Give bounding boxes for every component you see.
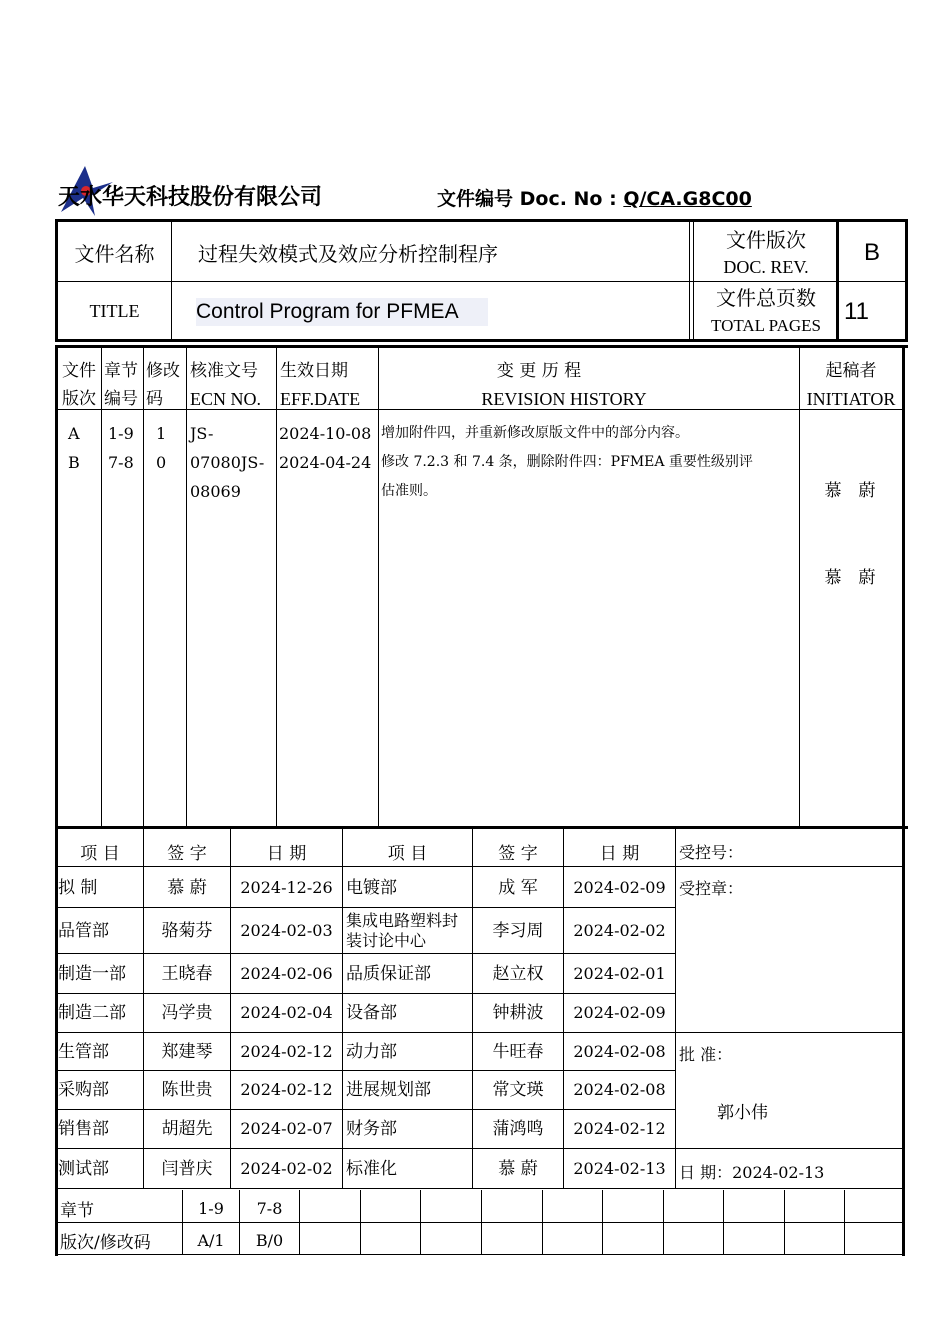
version-b: B <box>68 453 80 472</box>
header-history-en: REVISION HISTORY <box>481 389 647 409</box>
approval-date-2: 2024-02-12 <box>573 1119 666 1138</box>
approval-signature-2: 赵立权 <box>492 963 544 984</box>
footer-version-2: B/0 <box>255 1230 284 1250</box>
approval-signature-2: 常文瑛 <box>492 1080 544 1100</box>
total-pages-label-cn: 文件总页数 <box>716 285 816 310</box>
footer-chapter-2: 7-8 <box>256 1198 283 1218</box>
approval-signature-2: 蒲鸿鸣 <box>492 1119 544 1139</box>
footer-chapter-1: 1-9 <box>198 1198 224 1218</box>
approval-signature-2: 牛旺春 <box>492 1041 544 1062</box>
approval-item-dept: 采购部 <box>58 1080 109 1100</box>
mod-code-1: 1 <box>156 424 167 443</box>
doc-number <box>437 184 752 211</box>
header-ecn-cn: 核准文号 <box>190 361 258 381</box>
approval-signature-2: 钟耕波 <box>492 1003 544 1023</box>
revision-chapters <box>108 419 134 477</box>
history-line-3: 估准则。 <box>381 483 437 499</box>
ecn-line-3: 08069 <box>190 482 241 501</box>
approval-date: 2024-02-06 <box>240 963 333 983</box>
header-ecn-en: ECN NO. <box>190 389 261 409</box>
total-pages-value: 11 <box>844 297 869 325</box>
approval-item-dept-2: 电镀部 <box>346 877 397 898</box>
header-doc-version-line2: 版次 <box>62 389 96 409</box>
revision-mod-codes <box>156 419 166 477</box>
footer-version-1: A/1 <box>197 1230 225 1250</box>
approval-date-2: 2024-02-08 <box>573 1041 666 1061</box>
approval-date-2: 2024-02-13 <box>573 1158 666 1178</box>
approval-signature: 慕 蔚 <box>167 877 207 898</box>
header-mod-code <box>146 357 180 413</box>
approval-item-dept: 销售部 <box>58 1119 109 1139</box>
approval-header-date-1: 日 期 <box>266 843 307 864</box>
control-stamp-label: 受控章： <box>679 879 744 898</box>
doc-number-value: Q/CA.G8C00 <box>623 188 752 210</box>
header-initiator-cn: 起稿者 <box>825 361 877 381</box>
approval-item-dept: 品管部 <box>58 920 109 941</box>
approval-item-dept: 拟 制 <box>58 877 98 898</box>
revision-versions <box>68 419 80 477</box>
approval-item-dept: 生管部 <box>58 1041 109 1062</box>
eff-date-1: 2024-10-08 <box>279 424 372 443</box>
approval-header-item-1: 项 目 <box>80 843 120 864</box>
doc-rev-label <box>696 226 836 281</box>
history-line-2: 修改 7.2.3 和 7.4 条，删除附件四：PFMEA 重要性级别评 <box>381 454 753 470</box>
header-chapter-line1: 章节 <box>104 361 138 381</box>
revision-ecn-numbers <box>190 419 264 506</box>
header-initiator-en: INITIATOR <box>806 389 896 409</box>
approval-header-sign-2: 签 字 <box>498 843 538 864</box>
approval-date: 2024-02-12 <box>240 1080 333 1099</box>
approval-signature-2: 慕 蔚 <box>498 1158 538 1179</box>
history-line-1: 增加附件四，并重新修改原版文件中的部分内容。 <box>381 425 689 441</box>
revision-dates <box>279 419 371 477</box>
company-name: 天水华天科技股份有限公司 <box>58 185 323 210</box>
header-mod-line1: 修改 <box>146 361 180 381</box>
header-chapter-no <box>104 357 138 413</box>
approval-item-dept-2: 动力部 <box>346 1041 397 1062</box>
header-doc-version <box>62 357 96 413</box>
approval-date-2: 2024-02-08 <box>573 1080 666 1099</box>
version-a: A <box>68 424 80 443</box>
approval-date: 2024-02-02 <box>240 1158 333 1178</box>
document-title-cn: 过程失效模式及效应分析控制程序 <box>198 242 498 266</box>
approval-signature-2: 成 军 <box>498 877 538 898</box>
footer-version-label: 版次/修改码 <box>60 1232 151 1253</box>
doc-rev-label-cn: 文件版次 <box>726 227 806 252</box>
footer-chapter-label: 章节 <box>60 1200 94 1221</box>
title-label-en: TITLE <box>89 301 140 321</box>
approval-item-dept-2: 设备部 <box>346 1003 397 1023</box>
document-title-en: Control Program for PFMEA <box>196 298 488 326</box>
chapter-1: 1-9 <box>108 424 134 443</box>
approval-date-2: 2024-02-09 <box>573 1003 666 1022</box>
approver-name: 郭小伟 <box>717 1103 768 1123</box>
approval-date: 2024-02-03 <box>240 920 333 940</box>
approval-signature: 郑建琴 <box>161 1041 213 1062</box>
approval-date-2: 2024-02-02 <box>573 920 666 940</box>
approval-item-dept-2: 标准化 <box>346 1158 397 1179</box>
approval-item-dept-2: 财务部 <box>346 1119 397 1139</box>
header-initiator <box>800 357 902 413</box>
approval-item-dept: 测试部 <box>58 1158 109 1179</box>
approval-date: 2024-02-04 <box>240 1003 333 1022</box>
total-pages-label <box>696 284 836 339</box>
approval-item-dept-2: 集成电路塑料封装讨论中心 <box>346 910 459 950</box>
approval-item-dept: 制造二部 <box>58 1003 126 1023</box>
header-eff-date-cn: 生效日期 <box>280 361 348 381</box>
chapter-2: 7-8 <box>108 453 134 472</box>
doc-rev-value: B <box>863 238 880 266</box>
approval-item-dept-2: 进展规划部 <box>346 1080 431 1100</box>
control-number-label: 受控号： <box>679 842 744 862</box>
header-chapter-line2: 编号 <box>104 389 138 409</box>
approval-date-2: 2024-02-09 <box>573 877 666 897</box>
header-mod-line2: 码 <box>146 389 163 409</box>
title-label-cn: 文件名称 <box>74 242 155 266</box>
approval-date: 2024-02-12 <box>240 1041 333 1061</box>
header-ecn <box>190 357 261 413</box>
revision-initiators <box>800 419 900 622</box>
initiator-2: 慕 蔚 <box>824 568 876 588</box>
approval-signature-2: 李习周 <box>492 920 544 941</box>
initiator-1: 慕 蔚 <box>824 481 876 501</box>
approval-signature: 王晓春 <box>161 963 213 984</box>
approval-signature: 闫普庆 <box>161 1158 213 1179</box>
approval-header-date-2: 日 期 <box>599 843 640 864</box>
header-history-cn: 变 更 历 程 <box>496 361 582 381</box>
doc-number-label: 文件编号 Doc. No : <box>437 188 624 210</box>
mod-code-2: 0 <box>156 453 167 472</box>
total-pages-label-en: TOTAL PAGES <box>711 315 821 335</box>
header-eff-date <box>280 357 360 413</box>
approval-header-sign-1: 签 字 <box>167 843 207 864</box>
header-eff-date-en: EFF.DATE <box>280 389 361 409</box>
eff-date-2: 2024-04-24 <box>279 453 372 472</box>
approve-date: 日 期：2024-02-13 <box>679 1163 825 1182</box>
approval-header-item-2: 项 目 <box>387 843 428 864</box>
ecn-line-1: JS- <box>190 424 214 443</box>
header-revision-history <box>379 357 699 413</box>
approval-item-dept-2: 品质保证部 <box>346 963 431 984</box>
revision-history-text <box>381 419 753 506</box>
approve-label: 批 准： <box>679 1045 733 1064</box>
approval-item-dept: 制造一部 <box>58 963 126 984</box>
approval-date: 2024-12-26 <box>240 877 333 897</box>
ecn-line-2: 07080JS- <box>190 453 265 472</box>
approval-signature: 胡超先 <box>161 1119 213 1139</box>
approval-signature: 冯学贵 <box>161 1003 213 1023</box>
approval-signature: 陈世贵 <box>161 1080 213 1100</box>
doc-rev-label-en: DOC. REV. <box>723 256 809 277</box>
approval-date: 2024-02-07 <box>240 1119 333 1138</box>
approval-signature: 骆菊芬 <box>161 920 213 941</box>
header-doc-version-line1: 文件 <box>62 361 96 381</box>
approval-date-2: 2024-02-01 <box>573 963 666 983</box>
